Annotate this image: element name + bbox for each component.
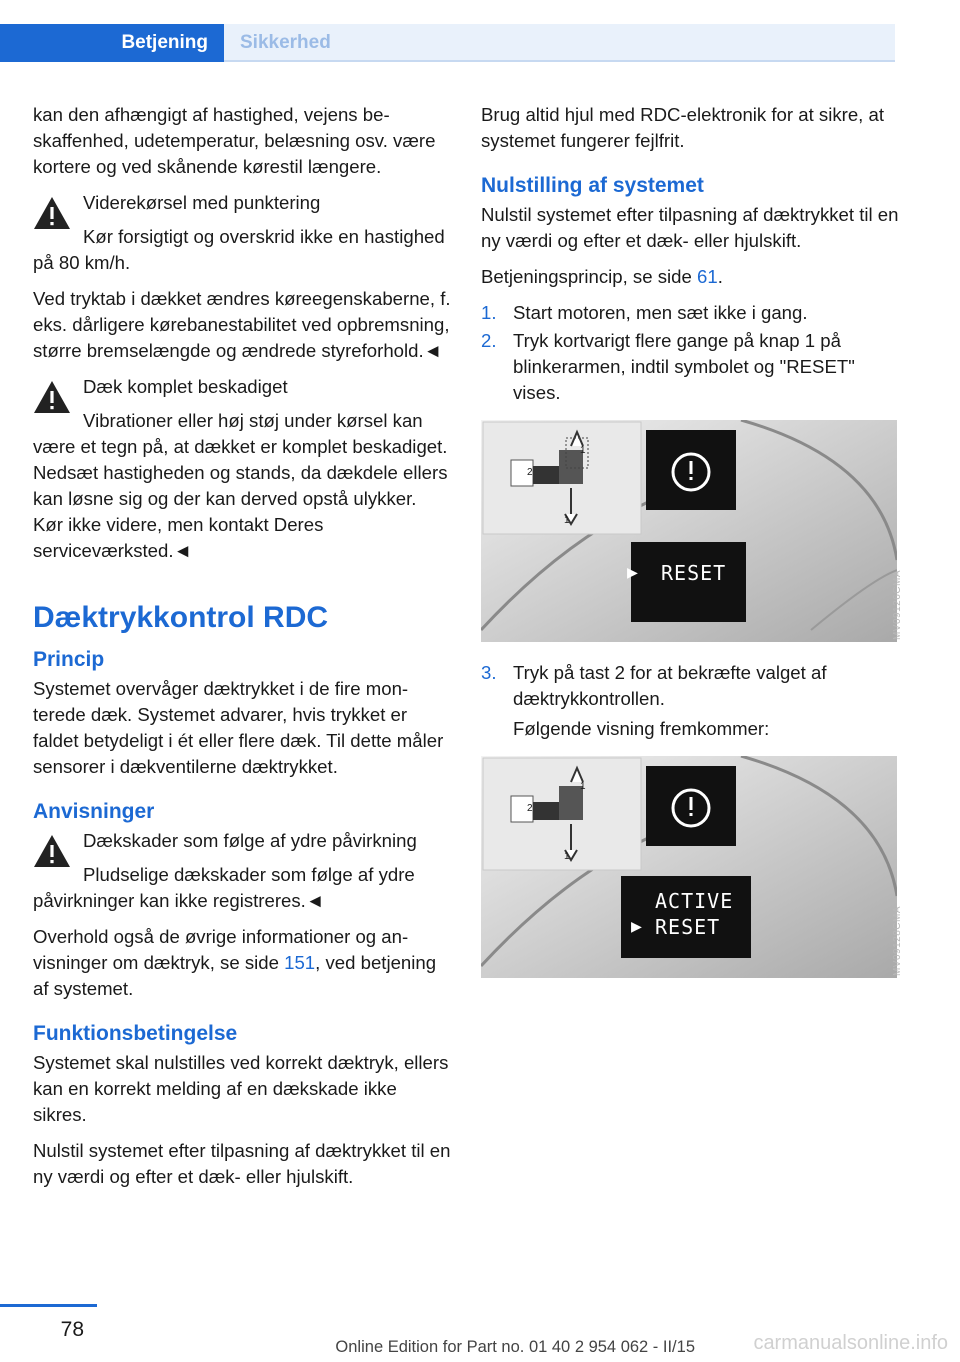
figure-active-reset bbox=[481, 756, 903, 978]
instrument-cluster-illustration bbox=[481, 756, 897, 978]
step-text: Tryk på tast 2 for at bekræfte valget af dæktrykkontrollen. bbox=[513, 662, 827, 709]
header-tabs bbox=[0, 24, 895, 62]
footer-rule bbox=[0, 1304, 97, 1307]
step-number: 3. bbox=[481, 662, 497, 683]
edition-text: Online Edition for Part no. 01 40 2 954 062 - II/15 bbox=[335, 1338, 695, 1356]
warning-triangle-icon bbox=[33, 380, 71, 414]
callout-1: 1 bbox=[564, 851, 570, 862]
step-number: 1. bbox=[481, 302, 497, 323]
list-item bbox=[481, 300, 901, 326]
page-link-61[interactable]: 61 bbox=[697, 266, 718, 287]
right-column bbox=[481, 102, 901, 996]
warning-title: Dækskader som følge af ydre påvirkning bbox=[83, 830, 417, 851]
text: , ved betjening af systemet. bbox=[33, 952, 437, 999]
page-link-151[interactable]: 151 bbox=[284, 952, 316, 973]
tab-betjening[interactable]: Betjening bbox=[0, 24, 224, 62]
callout-1: 1 bbox=[580, 445, 586, 456]
warning-triangle-icon bbox=[33, 834, 71, 868]
display-text-reset: RESET bbox=[655, 915, 721, 939]
step-text: Tryk kortvarigt flere gange på knap 1 på blinkerarmen, indtil symbolet og "RESET" vises. bbox=[513, 330, 855, 403]
triangle-indicator-icon: ▶ bbox=[627, 562, 638, 583]
figure-code: MV09126CMA bbox=[892, 569, 903, 640]
left-column bbox=[33, 102, 451, 1200]
paragraph: Ved tryktab i dækket ændres køreegenskaberne, f. eks. dårligere kørebanestabilitet ved opbremsning, større bremselængde og ændrede styreforhold.◄ bbox=[33, 288, 451, 361]
triangle-indicator-icon: ▶ bbox=[631, 916, 642, 937]
paragraph: Nulstil systemet efter tilpasning af dæktrykket til en ny værdi og efter et dæk- eller hjulskift. bbox=[33, 1140, 451, 1187]
callout-2: 2 bbox=[527, 467, 533, 478]
paragraph: Systemet skal nulstilles ved korrekt dæktryk, ellers kan en korrekt melding af en dækskade ikke sikres. bbox=[33, 1052, 449, 1125]
callout-1: 1 bbox=[564, 515, 570, 526]
warning-block bbox=[33, 828, 451, 914]
callout-2: 2 bbox=[527, 803, 533, 814]
section-title: Dæktrykkontrol RDC bbox=[33, 601, 329, 634]
step-number: 2. bbox=[481, 330, 497, 351]
warning-block bbox=[33, 190, 451, 276]
paragraph: Systemet overvåger dæktrykket i de fire monterede dæk. Systemet advarer, hvis trykket er faldet betydeligt i ét eller flere dæk. Til dette måler sensorer i dækventilerne dæktrykket. bbox=[33, 678, 444, 777]
steps-list bbox=[481, 660, 901, 742]
display-text-active: ACTIVE bbox=[655, 889, 734, 913]
list-item bbox=[481, 328, 901, 406]
list-item bbox=[481, 660, 901, 742]
warning-title: Viderekørsel med punktering bbox=[83, 192, 321, 213]
figure-reset bbox=[481, 420, 903, 642]
text: Overhold også de øvrige informationer og anvisninger om dæktryk, se side bbox=[33, 926, 409, 973]
paragraph bbox=[33, 924, 451, 1002]
warning-triangle-icon bbox=[33, 196, 71, 230]
header-rule bbox=[224, 60, 895, 62]
page-number: 78 bbox=[60, 1318, 84, 1341]
subheading-anvisninger: Anvisninger bbox=[33, 800, 155, 823]
text: Betjeningsprincip, se side bbox=[481, 266, 698, 287]
warning-body: Vibrationer eller høj støj under kørsel kan være et tegn på, at dækket er komplet beskadiget. Nedsæt hastigheden og stands, da dækdele ellers kan løsne sig og der kan derved opstå ulykker. Kør ikke videre, men kontakt Deres serviceværksted.◄ bbox=[33, 410, 448, 561]
subheading-funktionsbetingelse: Funktionsbetingelse bbox=[33, 1022, 238, 1045]
watermark: carmanualsonline.info bbox=[753, 1332, 948, 1354]
subheading-nulstilling: Nulstilling af systemet bbox=[481, 174, 704, 197]
tab-sikkerhed[interactable]: Sikkerhed bbox=[224, 24, 895, 62]
instrument-cluster-illustration bbox=[481, 420, 897, 642]
subheading-princip: Princip bbox=[33, 648, 105, 671]
warning-body: Pludselige dækskader som følge af ydre påvirkninger kan ikke registreres.◄ bbox=[33, 864, 415, 911]
warning-body: Kør forsigtigt og overskrid ikke en hastighed på 80 km/h. bbox=[33, 226, 445, 273]
paragraph bbox=[481, 264, 901, 290]
text: . bbox=[717, 266, 723, 287]
steps-list bbox=[481, 300, 901, 406]
paragraph: Nulstil systemet efter tilpasning af dæktrykket til en ny værdi og efter et dæk- eller hjulskift. bbox=[481, 204, 899, 251]
paragraph: kan den afhængigt af hastighed, vejens beskaffenhed, udetemperatur, belæsning osv. være kortere og ved skånende kørestil længere. bbox=[33, 104, 436, 177]
step-text: Start motoren, men sæt ikke i gang. bbox=[513, 302, 808, 323]
warning-block bbox=[33, 374, 451, 564]
step-sub-text: Følgende visning fremkommer: bbox=[513, 718, 770, 739]
paragraph: Brug altid hjul med RDC-elektronik for at sikre, at systemet fungerer fejlfrit. bbox=[481, 104, 885, 151]
warning-title: Dæk komplet beskadiget bbox=[83, 376, 288, 397]
display-text-reset: RESET bbox=[661, 561, 727, 585]
callout-1: 1 bbox=[580, 781, 586, 792]
figure-code: MV09128CMA bbox=[892, 905, 903, 976]
